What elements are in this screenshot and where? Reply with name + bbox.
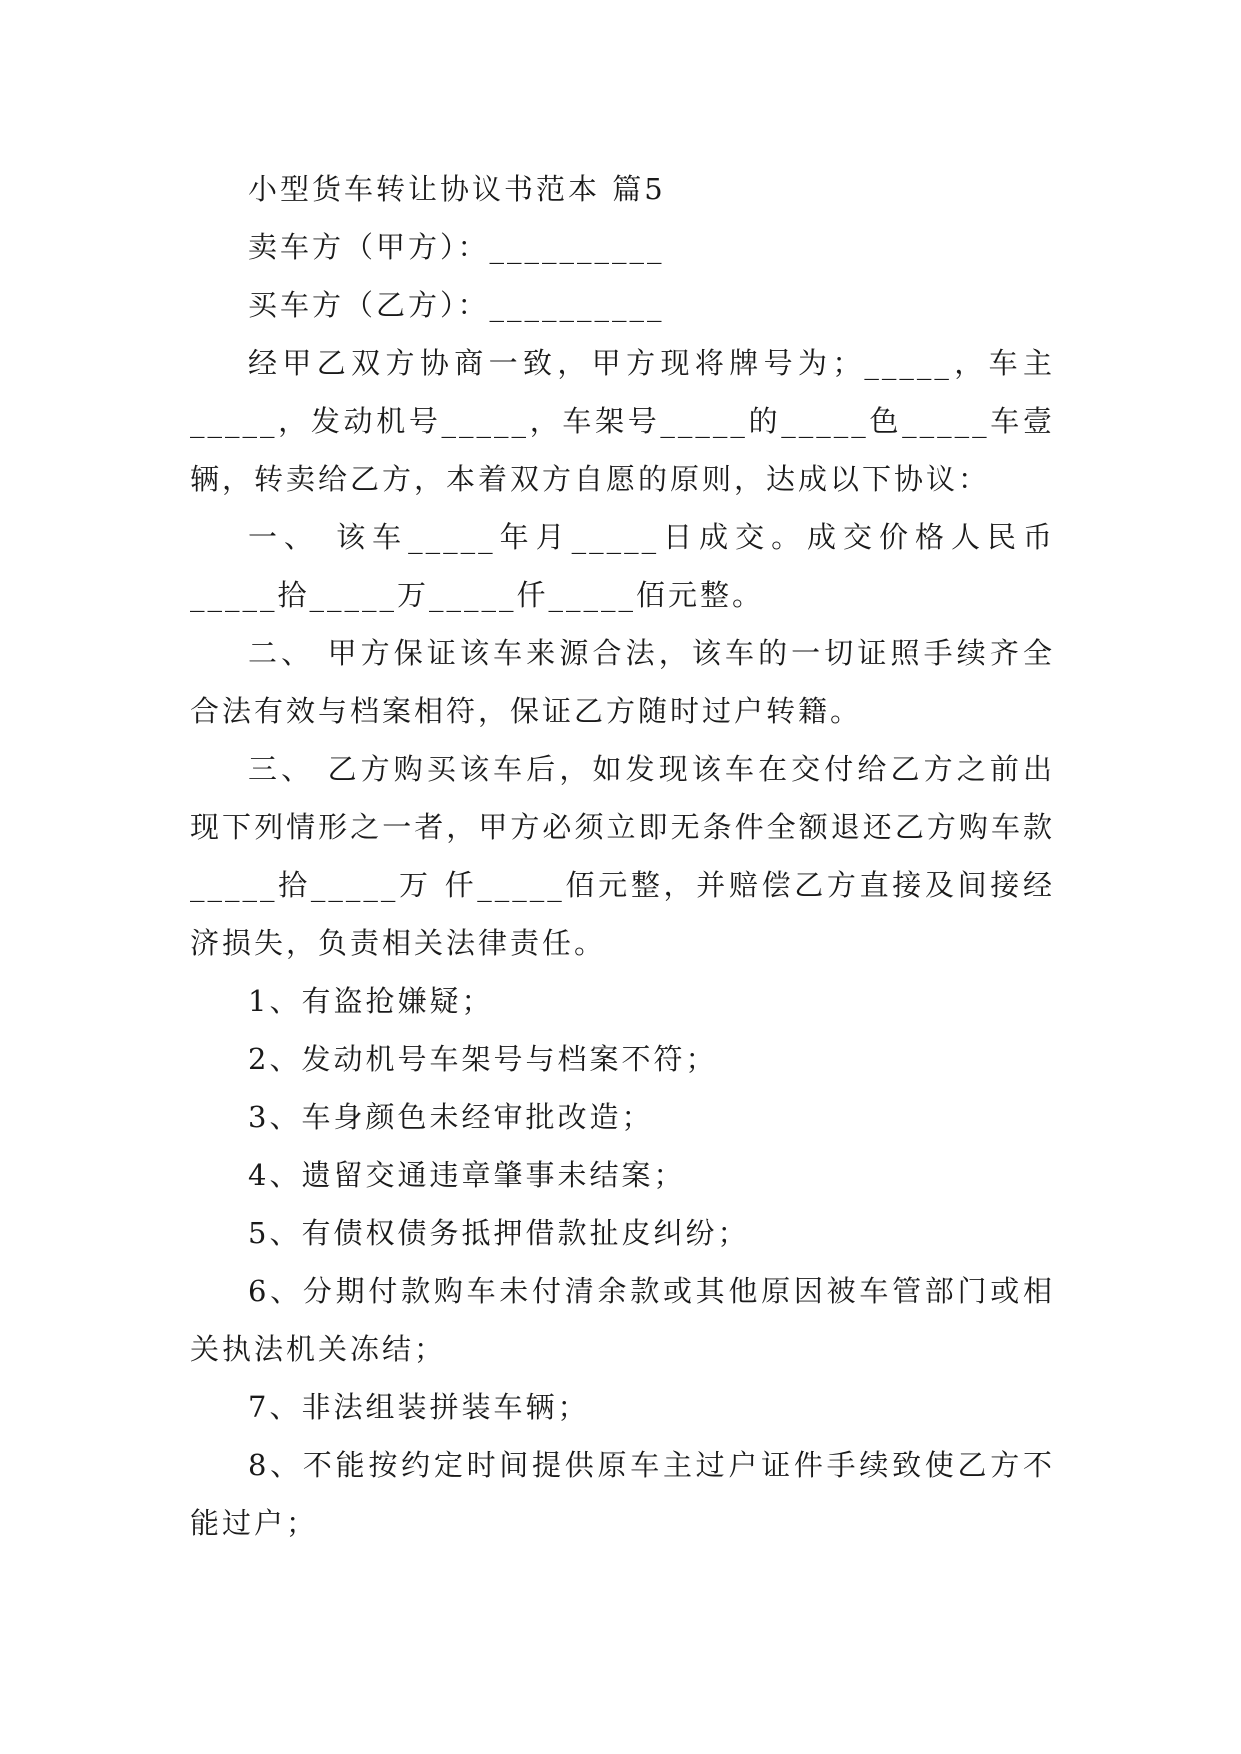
clause-1: 一、 该车_____年月_____日成交。成交价格人民币_____拾_____万_____仟_____佰元整。 <box>190 520 1055 612</box>
intro-paragraph: 经甲乙双方协商一致，甲方现将牌号为；_____，车主_____，发动机号_____，车架号_____的_____色_____车壹辆，转卖给乙方，本着双方自愿的原则，达成以下协议： <box>190 346 1055 496</box>
list-item: 4、遗留交通违章肇事未结案； <box>248 1158 686 1192</box>
list-item: 2、发动机号车架号与档案不符； <box>248 1042 718 1076</box>
list-item: 3、车身颜色未经审批改造； <box>248 1100 654 1134</box>
clause-2: 二、 甲方保证该车来源合法，该车的一切证照手续齐全合法有效与档案相符，保证乙方随时过户转籍。 <box>190 636 1055 728</box>
document-body <box>190 160 1055 1552</box>
seller-line: 卖车方（甲方）：__________ <box>248 230 665 264</box>
list-item: 6、分期付款购车未付清余款或其他原因被车管部门或相关执法机关冻结； <box>190 1274 1055 1366</box>
clause-3: 三、 乙方购买该车后，如发现该车在交付给乙方之前出现下列情形之一者，甲方必须立即无条件全额退还乙方购车款_____拾_____万 仟_____佰元整，并赔偿乙方直接及间接经济损失，负责相关法律责任。 <box>190 752 1055 960</box>
buyer-line: 买车方（乙方）：__________ <box>248 288 665 322</box>
list-item: 1、有盗抢嫌疑； <box>248 984 494 1018</box>
list-item: 8、不能按约定时间提供原车主过户证件手续致使乙方不能过户； <box>190 1448 1055 1540</box>
list-item: 5、有债权债务抵押借款扯皮纠纷； <box>248 1216 750 1250</box>
document-title: 小型货车转让协议书范本 篇5 <box>248 172 666 206</box>
list-item: 7、非法组装拼装车辆； <box>248 1390 590 1424</box>
